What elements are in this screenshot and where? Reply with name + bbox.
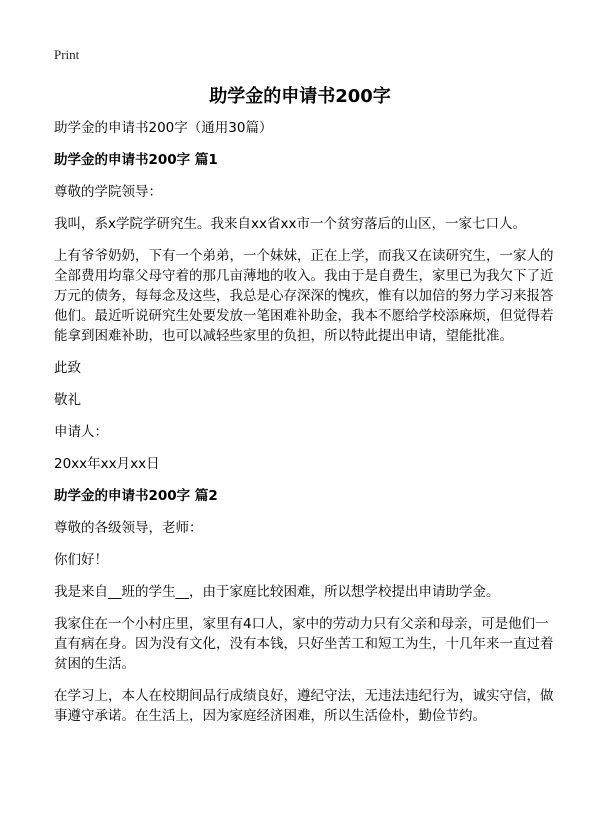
paragraph: 上有爷爷奶奶，下有一个弟弟，一个妹妹，正在上学，而我又在读研究生，一家人的全部费用均靠父母守着的那几亩薄地的收入。我由于是自费生，家里已为我欠下了近万元的债务，每每念及这些，我总是心存深深的愧疚，惟有以加倍的努力学习来报答他们。最近听说研究生处要发放一笔困难补助金，我本不愿给学校添麻烦，但觉得若能拿到困难补助，也可以减轻些家里的负担，所以特此提出申请，望能批准。: [54, 248, 554, 344]
intro-line: 助学金的申请书200字（通用30篇）: [54, 120, 273, 136]
applicant-label: 申请人：: [54, 424, 108, 440]
closing-line: 敬礼: [54, 392, 81, 408]
section-heading-1: 助学金的申请书200字 篇1: [54, 152, 218, 168]
page-title: 助学金的申请书200字: [209, 86, 391, 107]
paragraph: 你们好！: [54, 552, 108, 568]
section-heading-2: 助学金的申请书200字 篇2: [54, 488, 218, 504]
paragraph: 我叫，系x学院学研究生。我来自xx省xx市一个贫穷落后的山区，一家七口人。: [54, 216, 526, 232]
paragraph: 在学习上，本人在校期间品行成绩良好，遵纪守法，无违法违纪行为，诚实守信，做事遵守承诺。在生活上，因为家庭经济困难，所以生活俭朴，勤俭节约。: [54, 688, 554, 724]
paragraph: 我家住在一个小村庄里，家里有4口人，家中的劳动力只有父亲和母亲，可是他们一直有病在身。因为没有文化，没有本钱，只好坐苦工和短工为生，十几年来一直过着贫困的生活。: [54, 616, 554, 672]
date-line: 20xx年xx月xx日: [54, 456, 160, 472]
paragraph: 尊敬的各级领导，老师：: [54, 520, 203, 536]
closing-line: 此致: [54, 360, 81, 376]
print-link[interactable]: Print: [54, 47, 80, 62]
paragraph: 我是来自__班的学生__，由于家庭比较困难，所以想学校提出申请助学金。: [54, 584, 500, 600]
document-body: [54, 118, 554, 738]
paragraph: 尊敬的学院领导：: [54, 184, 162, 200]
